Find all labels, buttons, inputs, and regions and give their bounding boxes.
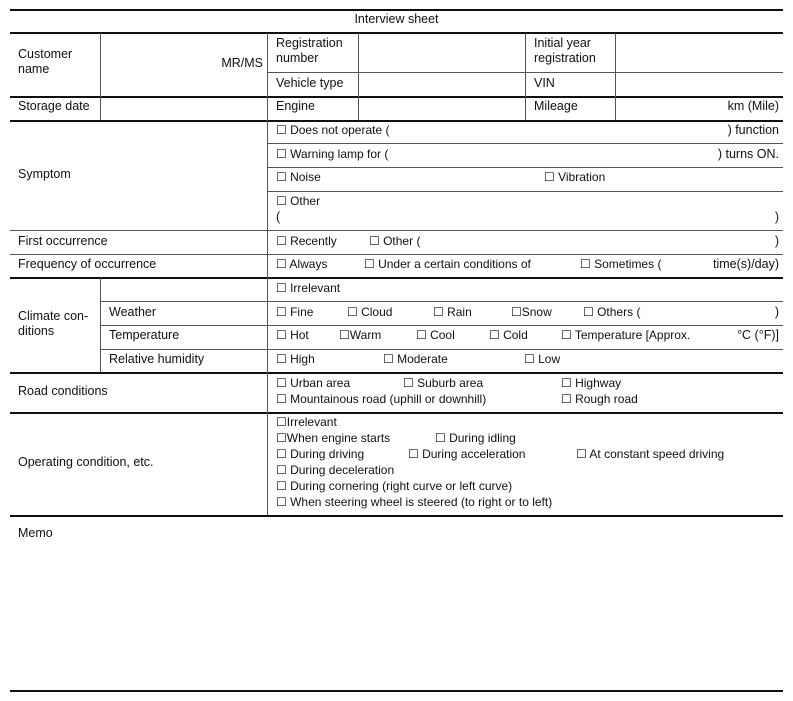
registration-number-field[interactable]	[360, 34, 524, 71]
mileage-unit: km (Mile)	[727, 99, 779, 113]
rule-frequency	[10, 254, 783, 255]
other-symptom-open-paren: (	[276, 210, 281, 224]
steering-checkbox[interactable]: ☐ When steering wheel is steered (to right or to left)	[276, 495, 553, 509]
initial-year-registration-field[interactable]	[617, 34, 782, 71]
engine-label: Engine	[276, 99, 315, 113]
fine-checkbox[interactable]: ☐ Fine	[276, 305, 314, 319]
vehicle-type-field[interactable]	[360, 74, 524, 95]
humidity-label: Relative humidity	[109, 352, 205, 366]
cornering-checkbox[interactable]: ☐ During cornering (right curve or left curve)	[276, 479, 513, 493]
storage-date-label: Storage date	[18, 99, 90, 113]
cold-checkbox[interactable]: ☐ Cold	[489, 328, 528, 342]
top-rule	[10, 9, 783, 11]
cloud-checkbox[interactable]: ☐ Cloud	[347, 305, 393, 319]
temperature-unit: °C (°F)]	[737, 328, 779, 342]
rough-road-checkbox[interactable]: ☐ Rough road	[561, 392, 638, 406]
vibration-checkbox[interactable]: ☐ Vibration	[544, 170, 606, 184]
sometimes-checkbox[interactable]: ☐ Sometimes (	[580, 257, 662, 271]
vline-initial-value	[615, 33, 616, 120]
frequency-label: Frequency of occurrence	[18, 257, 157, 271]
sheet-title: Interview sheet	[354, 12, 439, 26]
rule-symptom	[10, 120, 783, 122]
suburb-area-checkbox[interactable]: ☐ Suburb area	[403, 376, 484, 390]
highway-checkbox[interactable]: ☐ Highway	[561, 376, 622, 390]
during-driving-checkbox[interactable]: ☐ During driving	[276, 447, 365, 461]
mileage-label: Mileage	[534, 99, 578, 113]
urban-area-checkbox[interactable]: ☐ Urban area	[276, 376, 351, 390]
constant-speed-checkbox[interactable]: ☐ At constant speed driving	[576, 447, 725, 461]
operating-irrelevant-checkbox[interactable]: ☐Irrelevant	[276, 415, 337, 429]
vline-reg-value	[358, 33, 359, 120]
vline-customer	[100, 33, 101, 120]
others-weather-checkbox[interactable]: ☐ Others (	[583, 305, 641, 319]
snow-checkbox[interactable]: ☐Snow	[511, 305, 552, 319]
times-per-day: time(s)/day)	[713, 257, 779, 271]
recently-checkbox[interactable]: ☐ Recently	[276, 234, 337, 248]
idling-checkbox[interactable]: ☐ During idling	[435, 431, 516, 445]
rule-road	[10, 372, 783, 374]
registration-number-label: Registration number	[276, 36, 343, 65]
rule-temperature	[100, 325, 783, 326]
mountainous-road-checkbox[interactable]: ☐ Mountainous road (uphill or downhill)	[276, 392, 487, 406]
vin-label: VIN	[534, 76, 555, 90]
warning-lamp-end: ) turns ON.	[717, 147, 779, 161]
memo-label: Memo	[18, 526, 53, 540]
memo-area[interactable]	[10, 545, 783, 685]
rule-first	[10, 230, 783, 231]
operating-condition-label: Operating condition, etc.	[18, 455, 154, 469]
rule-climate	[10, 277, 783, 279]
customer-name-label: Customer name	[18, 47, 73, 76]
rule-noise	[267, 167, 783, 168]
rain-checkbox[interactable]: ☐ Rain	[433, 305, 472, 319]
hot-checkbox[interactable]: ☐ Hot	[276, 328, 309, 342]
others-weather-close: )	[774, 305, 779, 319]
temperature-approx-checkbox[interactable]: ☐ Temperature [Approx.	[561, 328, 691, 342]
weather-label: Weather	[109, 305, 157, 319]
high-humidity-checkbox[interactable]: ☐ High	[276, 352, 315, 366]
rule-humidity	[100, 349, 783, 350]
climate-irrelevant-checkbox[interactable]: ☐ Irrelevant	[276, 281, 341, 295]
warm-checkbox[interactable]: ☐Warm	[339, 328, 382, 342]
vline-climate	[100, 278, 101, 372]
vline-initial	[525, 33, 526, 120]
vin-field[interactable]	[617, 74, 782, 95]
storage-date-field[interactable]	[102, 98, 266, 119]
does-not-operate-end: ) function	[727, 123, 779, 137]
moderate-humidity-checkbox[interactable]: ☐ Moderate	[383, 352, 448, 366]
cool-checkbox[interactable]: ☐ Cool	[416, 328, 455, 342]
does-not-operate-checkbox[interactable]: ☐ Does not operate (	[276, 123, 390, 137]
deceleration-checkbox[interactable]: ☐ During deceleration	[276, 463, 395, 477]
road-conditions-label: Road conditions	[18, 384, 108, 398]
customer-name-field[interactable]	[102, 34, 222, 94]
other-occurrence-close: )	[774, 234, 779, 248]
other-symptom-checkbox[interactable]: ☐ Other	[276, 194, 321, 208]
engine-starts-checkbox[interactable]: ☐When engine starts	[276, 431, 391, 445]
acceleration-checkbox[interactable]: ☐ During acceleration	[408, 447, 526, 461]
rule-other	[267, 191, 783, 192]
bottom-rule	[10, 690, 783, 692]
low-humidity-checkbox[interactable]: ☐ Low	[524, 352, 561, 366]
always-checkbox[interactable]: ☐ Always	[276, 257, 328, 271]
climate-label: Climate con- ditions	[18, 309, 89, 338]
rule-weather	[100, 301, 783, 302]
symptom-label: Symptom	[18, 167, 71, 181]
engine-field[interactable]	[360, 98, 524, 119]
initial-year-registration-label: Initial year registration	[534, 36, 596, 65]
vehicle-type-label: Vehicle type	[276, 76, 344, 90]
rule-memo	[10, 515, 783, 517]
certain-conditions-checkbox[interactable]: ☐ Under a certain conditions of	[364, 257, 531, 271]
temperature-label: Temperature	[109, 328, 180, 342]
mr-ms-label: MR/MS	[221, 56, 263, 70]
first-occurrence-label: First occurrence	[18, 234, 108, 248]
rule-operating	[10, 412, 783, 414]
other-symptom-close-paren: )	[774, 210, 779, 224]
other-occurrence-checkbox[interactable]: ☐ Other (	[369, 234, 421, 248]
warning-lamp-checkbox[interactable]: ☐ Warning lamp for (	[276, 147, 389, 161]
rule-warning	[267, 143, 783, 144]
noise-checkbox[interactable]: ☐ Noise	[276, 170, 321, 184]
vline-main	[267, 33, 268, 515]
